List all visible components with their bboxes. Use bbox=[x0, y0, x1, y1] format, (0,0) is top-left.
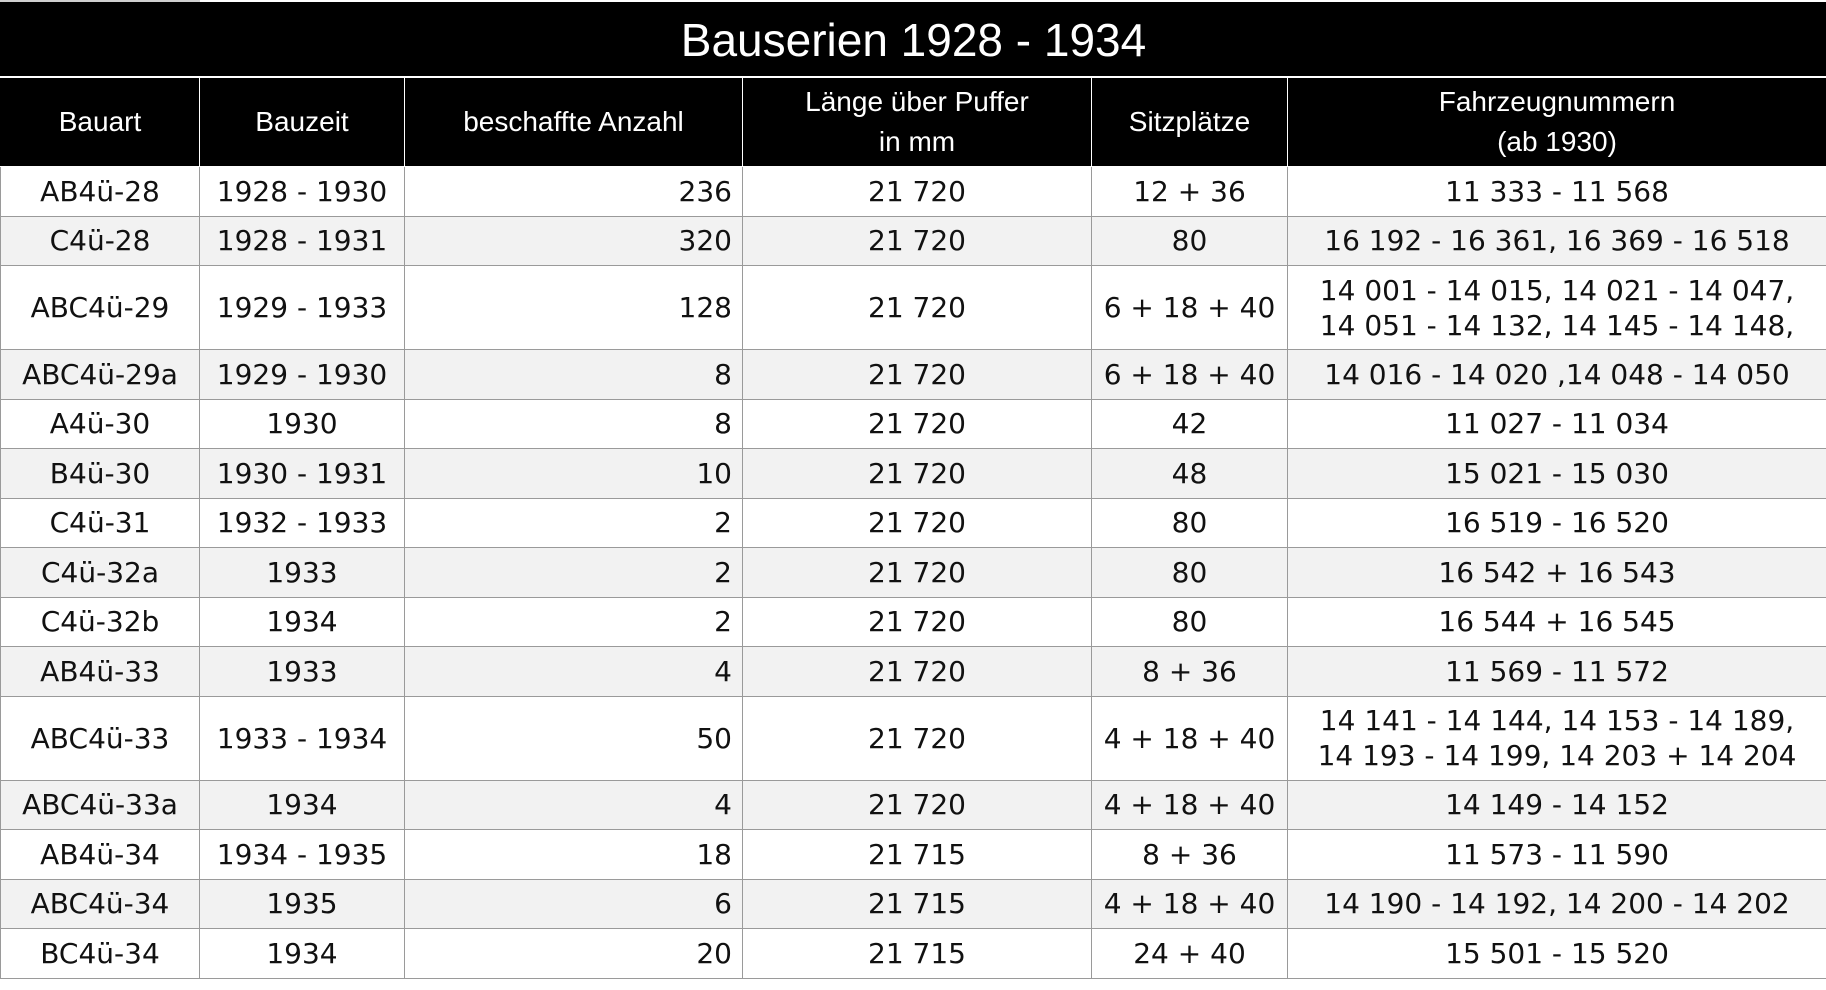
cell-laenge: 21 720 bbox=[743, 647, 1092, 697]
cell-fahrzeugnummern bbox=[1288, 879, 1826, 929]
cell-laenge: 21 715 bbox=[743, 830, 1092, 880]
fahrzeugnummern-line: 16 544 + 16 545 bbox=[1438, 605, 1676, 639]
cell-bauzeit: 1933 bbox=[200, 647, 405, 697]
fahrzeugnummern-line: 11 333 - 11 568 bbox=[1445, 174, 1669, 208]
cell-bauart: C4ü-32a bbox=[1, 548, 200, 598]
fahrzeugnummern-line: 14 141 - 14 144, 14 153 - 14 189, bbox=[1319, 704, 1795, 737]
cell-bauart: ABC4ü-33 bbox=[1, 696, 200, 780]
cell-bauart: BC4ü-34 bbox=[1, 929, 200, 979]
cell-bauzeit: 1933 - 1934 bbox=[200, 696, 405, 780]
fahrzeugnummern-line: 14 051 - 14 132, 14 145 - 14 148, bbox=[1319, 308, 1795, 342]
cell-bauart: ABC4ü-29a bbox=[1, 350, 200, 400]
table-row bbox=[1, 830, 1826, 880]
cell-anzahl: 320 bbox=[405, 216, 743, 266]
fahrzeugnummern-line: 14 001 - 14 015, 14 021 - 14 047, bbox=[1319, 273, 1795, 307]
cell-bauzeit: 1928 - 1930 bbox=[200, 167, 405, 217]
table-row bbox=[1, 696, 1826, 780]
header-bauzeit: Bauzeit bbox=[200, 77, 405, 167]
cell-bauart: AB4ü-34 bbox=[1, 830, 200, 880]
cell-anzahl: 236 bbox=[405, 167, 743, 217]
cell-bauzeit: 1932 - 1933 bbox=[200, 498, 405, 548]
fahrzeugnummern-line: 14 190 - 14 192, 14 200 - 14 202 bbox=[1324, 887, 1790, 921]
cell-sitzplaetze: 8 + 36 bbox=[1092, 830, 1288, 880]
cell-laenge: 21 720 bbox=[743, 399, 1092, 449]
cell-anzahl: 4 bbox=[405, 647, 743, 697]
cell-bauzeit: 1930 bbox=[200, 399, 405, 449]
cell-laenge: 21 720 bbox=[743, 597, 1092, 647]
cell-fahrzeugnummern bbox=[1288, 266, 1826, 350]
cell-anzahl: 2 bbox=[405, 597, 743, 647]
cell-fahrzeugnummern bbox=[1288, 696, 1826, 780]
cell-bauzeit: 1934 bbox=[200, 929, 405, 979]
cell-bauart: ABC4ü-34 bbox=[1, 879, 200, 929]
cell-fahrzeugnummern bbox=[1288, 647, 1826, 697]
table-row bbox=[1, 399, 1826, 449]
fahrzeugnummern-line: 16 519 - 16 520 bbox=[1445, 506, 1669, 540]
cell-bauzeit: 1934 - 1935 bbox=[200, 830, 405, 880]
cell-sitzplaetze: 4 + 18 + 40 bbox=[1092, 879, 1288, 929]
cell-fahrzeugnummern bbox=[1288, 597, 1826, 647]
cell-bauart: AB4ü-33 bbox=[1, 647, 200, 697]
fahrzeugnummern-line: 11 573 - 11 590 bbox=[1445, 837, 1669, 871]
fahrzeugnummern-line: 14 149 - 14 152 bbox=[1445, 788, 1669, 822]
cell-bauart: ABC4ü-29 bbox=[1, 266, 200, 350]
cell-laenge: 21 720 bbox=[743, 350, 1092, 400]
cell-fahrzeugnummern bbox=[1288, 167, 1826, 217]
cell-bauzeit: 1935 bbox=[200, 879, 405, 929]
series-table bbox=[0, 2, 1826, 979]
cell-anzahl: 4 bbox=[405, 780, 743, 830]
cell-sitzplaetze: 80 bbox=[1092, 597, 1288, 647]
table-row bbox=[1, 597, 1826, 647]
cell-laenge: 21 715 bbox=[743, 929, 1092, 979]
cell-bauzeit: 1929 - 1933 bbox=[200, 266, 405, 350]
cell-laenge: 21 720 bbox=[743, 696, 1092, 780]
fahrzeugnummern-line: 14 016 - 14 020 ,14 048 - 14 050 bbox=[1324, 357, 1790, 391]
cell-sitzplaetze: 12 + 36 bbox=[1092, 167, 1288, 217]
table-row bbox=[1, 879, 1826, 929]
fahrzeugnummern-line: 11 569 - 11 572 bbox=[1445, 654, 1669, 688]
cell-sitzplaetze: 4 + 18 + 40 bbox=[1092, 696, 1288, 780]
cell-fahrzeugnummern bbox=[1288, 399, 1826, 449]
fahrzeugnummern-line: 16 542 + 16 543 bbox=[1438, 555, 1676, 589]
cell-anzahl: 8 bbox=[405, 399, 743, 449]
cell-bauart: A4ü-30 bbox=[1, 399, 200, 449]
cell-bauart: AB4ü-28 bbox=[1, 167, 200, 217]
cell-laenge: 21 720 bbox=[743, 449, 1092, 499]
fahrzeugnummern-line: 14 193 - 14 199, 14 203 + 14 204 bbox=[1317, 739, 1797, 772]
cell-fahrzeugnummern bbox=[1288, 498, 1826, 548]
cell-laenge: 21 720 bbox=[743, 780, 1092, 830]
title-row bbox=[1, 3, 1826, 78]
header-bauart: Bauart bbox=[1, 77, 200, 167]
cell-anzahl: 2 bbox=[405, 548, 743, 598]
cell-bauzeit: 1934 bbox=[200, 780, 405, 830]
cell-laenge: 21 720 bbox=[743, 216, 1092, 266]
header-nummern bbox=[1288, 77, 1826, 167]
cell-sitzplaetze: 6 + 18 + 40 bbox=[1092, 266, 1288, 350]
header-anzahl: beschaffte Anzahl bbox=[405, 77, 743, 167]
cell-bauzeit: 1929 - 1930 bbox=[200, 350, 405, 400]
cell-anzahl: 6 bbox=[405, 879, 743, 929]
header-row bbox=[1, 77, 1826, 167]
cell-sitzplaetze: 4 + 18 + 40 bbox=[1092, 780, 1288, 830]
cell-laenge: 21 720 bbox=[743, 498, 1092, 548]
table-row bbox=[1, 266, 1826, 350]
cell-sitzplaetze: 42 bbox=[1092, 399, 1288, 449]
table-row bbox=[1, 216, 1826, 266]
cell-bauart: C4ü-32b bbox=[1, 597, 200, 647]
cell-fahrzeugnummern bbox=[1288, 216, 1826, 266]
header-laenge-line2: in mm bbox=[878, 126, 956, 157]
cell-fahrzeugnummern bbox=[1288, 350, 1826, 400]
cell-sitzplaetze: 24 + 40 bbox=[1092, 929, 1288, 979]
table-row bbox=[1, 449, 1826, 499]
cell-sitzplaetze: 48 bbox=[1092, 449, 1288, 499]
table-title: Bauserien 1928 - 1934 bbox=[1, 3, 1826, 78]
cell-laenge: 21 715 bbox=[743, 879, 1092, 929]
fahrzeugnummern-line: 11 027 - 11 034 bbox=[1445, 407, 1669, 441]
header-nummern-line2: (ab 1930) bbox=[1497, 126, 1617, 157]
cell-sitzplaetze: 80 bbox=[1092, 548, 1288, 598]
cell-anzahl: 8 bbox=[405, 350, 743, 400]
cell-fahrzeugnummern bbox=[1288, 830, 1826, 880]
table-row bbox=[1, 350, 1826, 400]
table-body bbox=[1, 167, 1826, 979]
cell-sitzplaetze: 80 bbox=[1092, 498, 1288, 548]
table-row bbox=[1, 929, 1826, 979]
cell-fahrzeugnummern bbox=[1288, 548, 1826, 598]
header-laenge-line1: Länge über Puffer bbox=[805, 86, 1029, 117]
cell-sitzplaetze: 6 + 18 + 40 bbox=[1092, 350, 1288, 400]
header-nummern-line1: Fahrzeugnummern bbox=[1438, 86, 1676, 117]
cell-anzahl: 18 bbox=[405, 830, 743, 880]
table-row bbox=[1, 498, 1826, 548]
cell-bauart: ABC4ü-33a bbox=[1, 780, 200, 830]
fahrzeugnummern-line: 15 021 - 15 030 bbox=[1445, 456, 1669, 490]
table-row bbox=[1, 548, 1826, 598]
table-row bbox=[1, 780, 1826, 830]
cell-laenge: 21 720 bbox=[743, 266, 1092, 350]
cell-sitzplaetze: 8 + 36 bbox=[1092, 647, 1288, 697]
cell-fahrzeugnummern bbox=[1288, 780, 1826, 830]
fahrzeugnummern-line: 16 192 - 16 361, 16 369 - 16 518 bbox=[1324, 224, 1790, 258]
cell-fahrzeugnummern bbox=[1288, 449, 1826, 499]
cell-bauzeit: 1933 bbox=[200, 548, 405, 598]
cell-anzahl: 128 bbox=[405, 266, 743, 350]
cell-laenge: 21 720 bbox=[743, 167, 1092, 217]
cell-anzahl: 50 bbox=[405, 696, 743, 780]
cell-bauart: C4ü-31 bbox=[1, 498, 200, 548]
cell-bauart: C4ü-28 bbox=[1, 216, 200, 266]
cell-fahrzeugnummern bbox=[1288, 929, 1826, 979]
cell-anzahl: 10 bbox=[405, 449, 743, 499]
cell-laenge: 21 720 bbox=[743, 548, 1092, 598]
table-row bbox=[1, 647, 1826, 697]
table-row bbox=[1, 167, 1826, 217]
cell-anzahl: 2 bbox=[405, 498, 743, 548]
cell-sitzplaetze: 80 bbox=[1092, 216, 1288, 266]
cell-bauzeit: 1930 - 1931 bbox=[200, 449, 405, 499]
cell-bauzeit: 1928 - 1931 bbox=[200, 216, 405, 266]
cell-anzahl: 20 bbox=[405, 929, 743, 979]
header-sitzplaetze: Sitzplätze bbox=[1092, 77, 1288, 167]
header-laenge bbox=[743, 77, 1092, 167]
fahrzeugnummern-line: 15 501 - 15 520 bbox=[1445, 936, 1669, 970]
cell-bauart: B4ü-30 bbox=[1, 449, 200, 499]
cell-bauzeit: 1934 bbox=[200, 597, 405, 647]
